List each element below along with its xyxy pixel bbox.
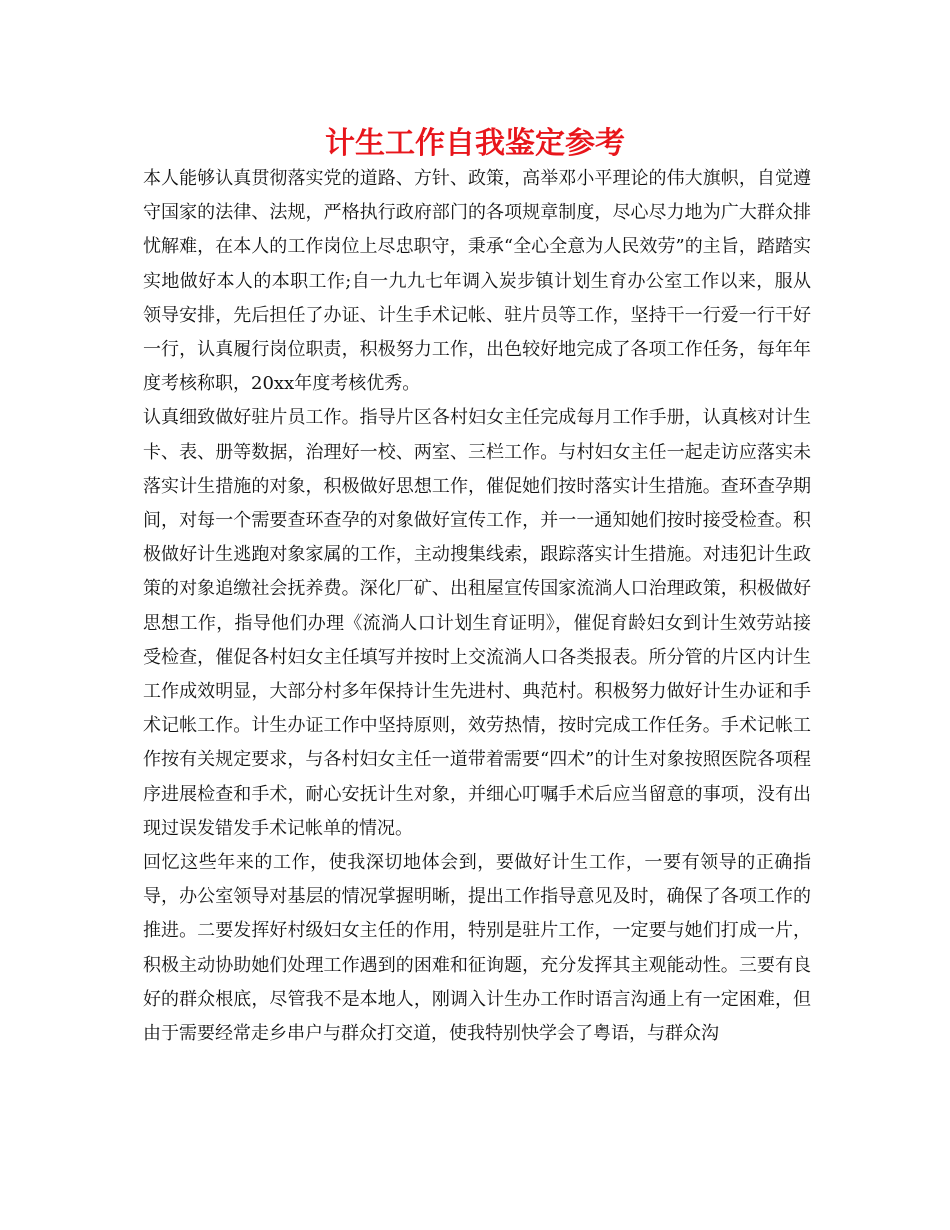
paragraph-2: 认真细致做好驻片员工作。指导片区各村妇女主任完成每月工作手册，认真核对计生卡、表、册等数据，治理好一校、两室、三栏工作。与村妇女主任一起走访应落实未落实计生措施的对象，积极做好思想工作，催促她们按时落实计生措施。查环查孕期间，对每一个需要查环查孕的对象做好宣传工作，并一一通知她们按时接受检查。积极做好计生逃跑对象家属的工作，主动搜集线索，跟踪落实计生措施。对违犯计生政策的对象追缴社会抚养费。深化厂矿、出租屋宣传国家流淌人口治理政策，积极做好思想工作，指导他们办理《流淌人口计划生育证明》，催促育龄妇女到计生效劳站接受检查，催促各村妇女主任填写并按时上交流淌人口各类报表。所分管的片区内计生工作成效明显，大部分村多年保持计生先进村、典范村。积极努力做好计生办证和手术记帐工作。计生办证工作中坚持原则，效劳热情，按时完成工作任务。手术记帐工作按有关规定要求，与各村妇女主任一道带着需要“四术”的计生对象按照医院各项程序进展检查和手术，耐心安抚计生对象，并细心叮嘱手术后应当留意的事项，没有出现过误发错发手术记帐单的情况。 (143, 407, 811, 839)
document-body (143, 162, 811, 1051)
document-title: 计生工作自我鉴定参考 (325, 126, 625, 161)
paragraph-1: 本人能够认真贯彻落实党的道路、方针、政策，高举邓小平理论的伟大旗帜，自觉遵守国家的法律、法规，严格执行政府部门的各项规章制度，尽心尽力地为广大群众排忧解难，在本人的工作岗位上尽忠职守，秉承“全心全意为人民效劳”的主旨，踏踏实实地做好本人的本职工作;自一九九七年调入炭步镇计划生育办公室工作以来，服从领导安排，先后担任了办证、计生手术记帐、驻片员等工作，坚持干一行爱一行干好一行，认真履行岗位职责，积极努力工作，出色较好地完成了各项工作任务，每年年度考核称职，20xx年度考核优秀。 (143, 168, 811, 395)
paragraph-3: 回忆这些年来的工作，使我深切地体会到，要做好计生工作，一要有领导的正确指导，办公室领导对基层的情况掌握明晰，提出工作指导意见及时，确保了各项工作的推进。二要发挥好村级妇女主任的作用，特别是驻片工作，一定要与她们打成一片，积极主动协助她们处理工作遇到的困难和征询题，充分发挥其主观能动性。三要有良好的群众根底，尽管我不是本地人，刚调入计生办工作时语言沟通上有一定困难，但由于需要经常走乡串户与群众打交道，使我特别快学会了粤语，与群众沟 (143, 852, 811, 1045)
